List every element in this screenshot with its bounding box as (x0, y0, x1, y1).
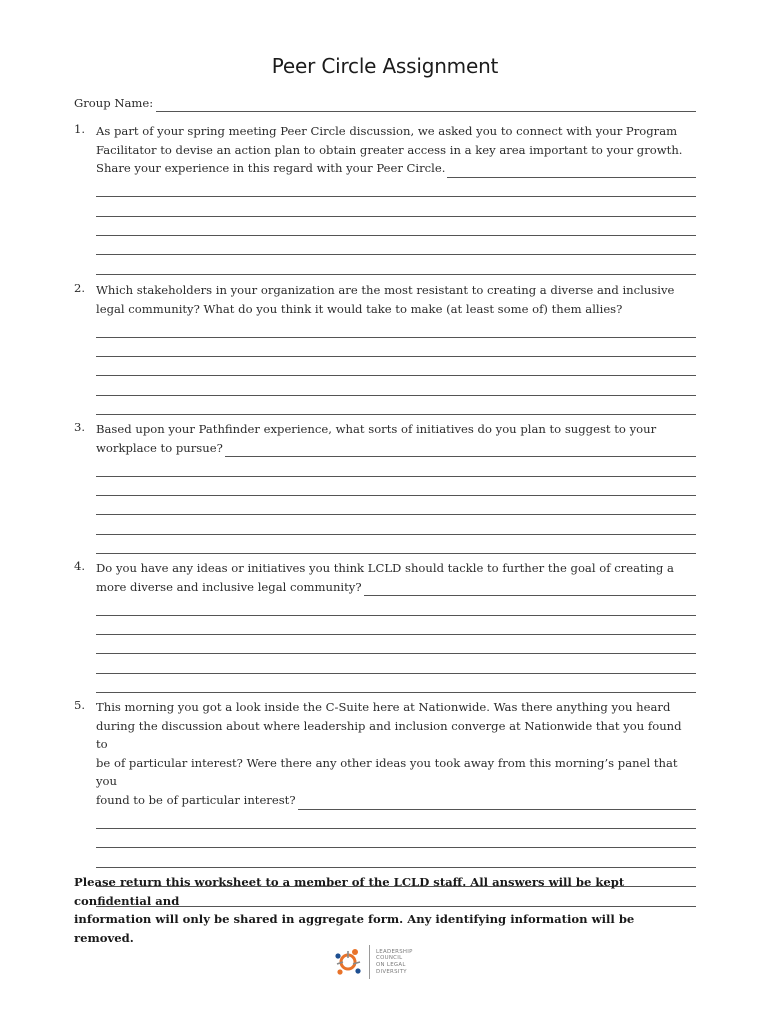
question-number: 5. (74, 698, 86, 712)
question-3 (74, 420, 696, 554)
answer-line[interactable] (96, 654, 696, 673)
question-text (96, 559, 696, 596)
question-2 (74, 281, 696, 415)
answer-line[interactable] (96, 236, 696, 255)
answer-line[interactable] (96, 255, 696, 274)
question-number: 2. (74, 281, 86, 295)
question-line: more diverse and inclusive legal community? (96, 579, 362, 594)
group-name-row (74, 94, 696, 112)
question-number: 4. (74, 559, 86, 573)
footer-line: Please return this worksheet to a member of the LCLD staff. All answers will be kept confidential and (74, 875, 625, 908)
answer-line[interactable] (96, 848, 696, 867)
logo-line: ON LEGAL (376, 962, 406, 968)
answer-line[interactable] (96, 357, 696, 376)
question-line: Based upon your Pathfinder experience, what sorts of initiatives do you plan to suggest to your (96, 422, 657, 436)
logo-line: LEADERSHIP (376, 948, 413, 955)
question-text (96, 698, 696, 810)
logo-line: COUNCIL (376, 955, 403, 962)
question-text (96, 281, 696, 318)
answer-field-inline[interactable] (298, 797, 696, 810)
answer-field-inline[interactable] (364, 583, 696, 596)
answer-field-inline[interactable] (447, 165, 696, 178)
answer-line[interactable] (96, 457, 696, 476)
footer-note (74, 873, 696, 947)
lcld-logo (333, 945, 413, 979)
answer-line[interactable] (96, 515, 696, 534)
answer-line[interactable] (96, 535, 696, 554)
answer-line[interactable] (96, 318, 696, 337)
footer-line: information will only be shared in aggregate form. Any identifying information will be removed. (74, 912, 635, 945)
question-1 (74, 122, 696, 275)
answer-line[interactable] (96, 810, 696, 829)
logo-line: DIVERSITY (376, 968, 407, 975)
answer-line[interactable] (96, 674, 696, 693)
group-name-label: Group Name: (74, 96, 154, 110)
answer-line[interactable] (96, 596, 696, 615)
question-line: Share your experience in this regard with your Peer Circle. (96, 161, 446, 176)
answer-line[interactable] (96, 477, 696, 496)
answer-line[interactable] (96, 338, 696, 357)
question-line: This morning you got a look inside the C-Suite here at Nationwide. Was there anything you heard (96, 700, 671, 714)
question-line: during the discussion about where leadership and inclusion converge at Nationwide that you found to (96, 718, 682, 752)
answer-line[interactable] (96, 217, 696, 236)
question-line: found to be of particular interest? (96, 792, 296, 807)
question-line: be of particular interest? Were there any other ideas you took away from this morning’s panel that you (96, 755, 678, 789)
answer-line[interactable] (96, 197, 696, 216)
question-line: Which stakeholders in your organization are the most resistant to creating a diverse and inclusive (96, 283, 675, 297)
answer-line[interactable] (96, 496, 696, 515)
answer-line[interactable] (96, 178, 696, 197)
page-title: Peer Circle Assignment (271, 54, 499, 78)
logo-text (376, 949, 413, 975)
question-line: Facilitator to devise an action plan to obtain greater access in a key area important to your growth. (96, 142, 683, 157)
answer-line[interactable] (96, 616, 696, 635)
question-text (96, 122, 696, 178)
question-line: legal community? What do you think it would take to make (at least some of) them allies? (96, 301, 623, 316)
answer-field-inline[interactable] (225, 444, 696, 457)
question-4 (74, 559, 696, 693)
lcld-logo-mark-icon (333, 947, 363, 977)
question-number: 1. (74, 122, 86, 136)
group-name-field[interactable] (156, 97, 696, 112)
question-line: As part of your spring meeting Peer Circle discussion, we asked you to connect with your Program (96, 124, 678, 138)
question-text (96, 420, 696, 457)
answer-line[interactable] (96, 829, 696, 848)
logo-divider (369, 945, 370, 979)
answer-line[interactable] (96, 635, 696, 654)
question-line: workplace to pursue? (96, 440, 223, 455)
question-number: 3. (74, 420, 86, 434)
question-line: Do you have any ideas or initiatives you think LCLD should tackle to further the goal of creating a (96, 561, 674, 575)
answer-line[interactable] (96, 396, 696, 415)
answer-line[interactable] (96, 376, 696, 395)
